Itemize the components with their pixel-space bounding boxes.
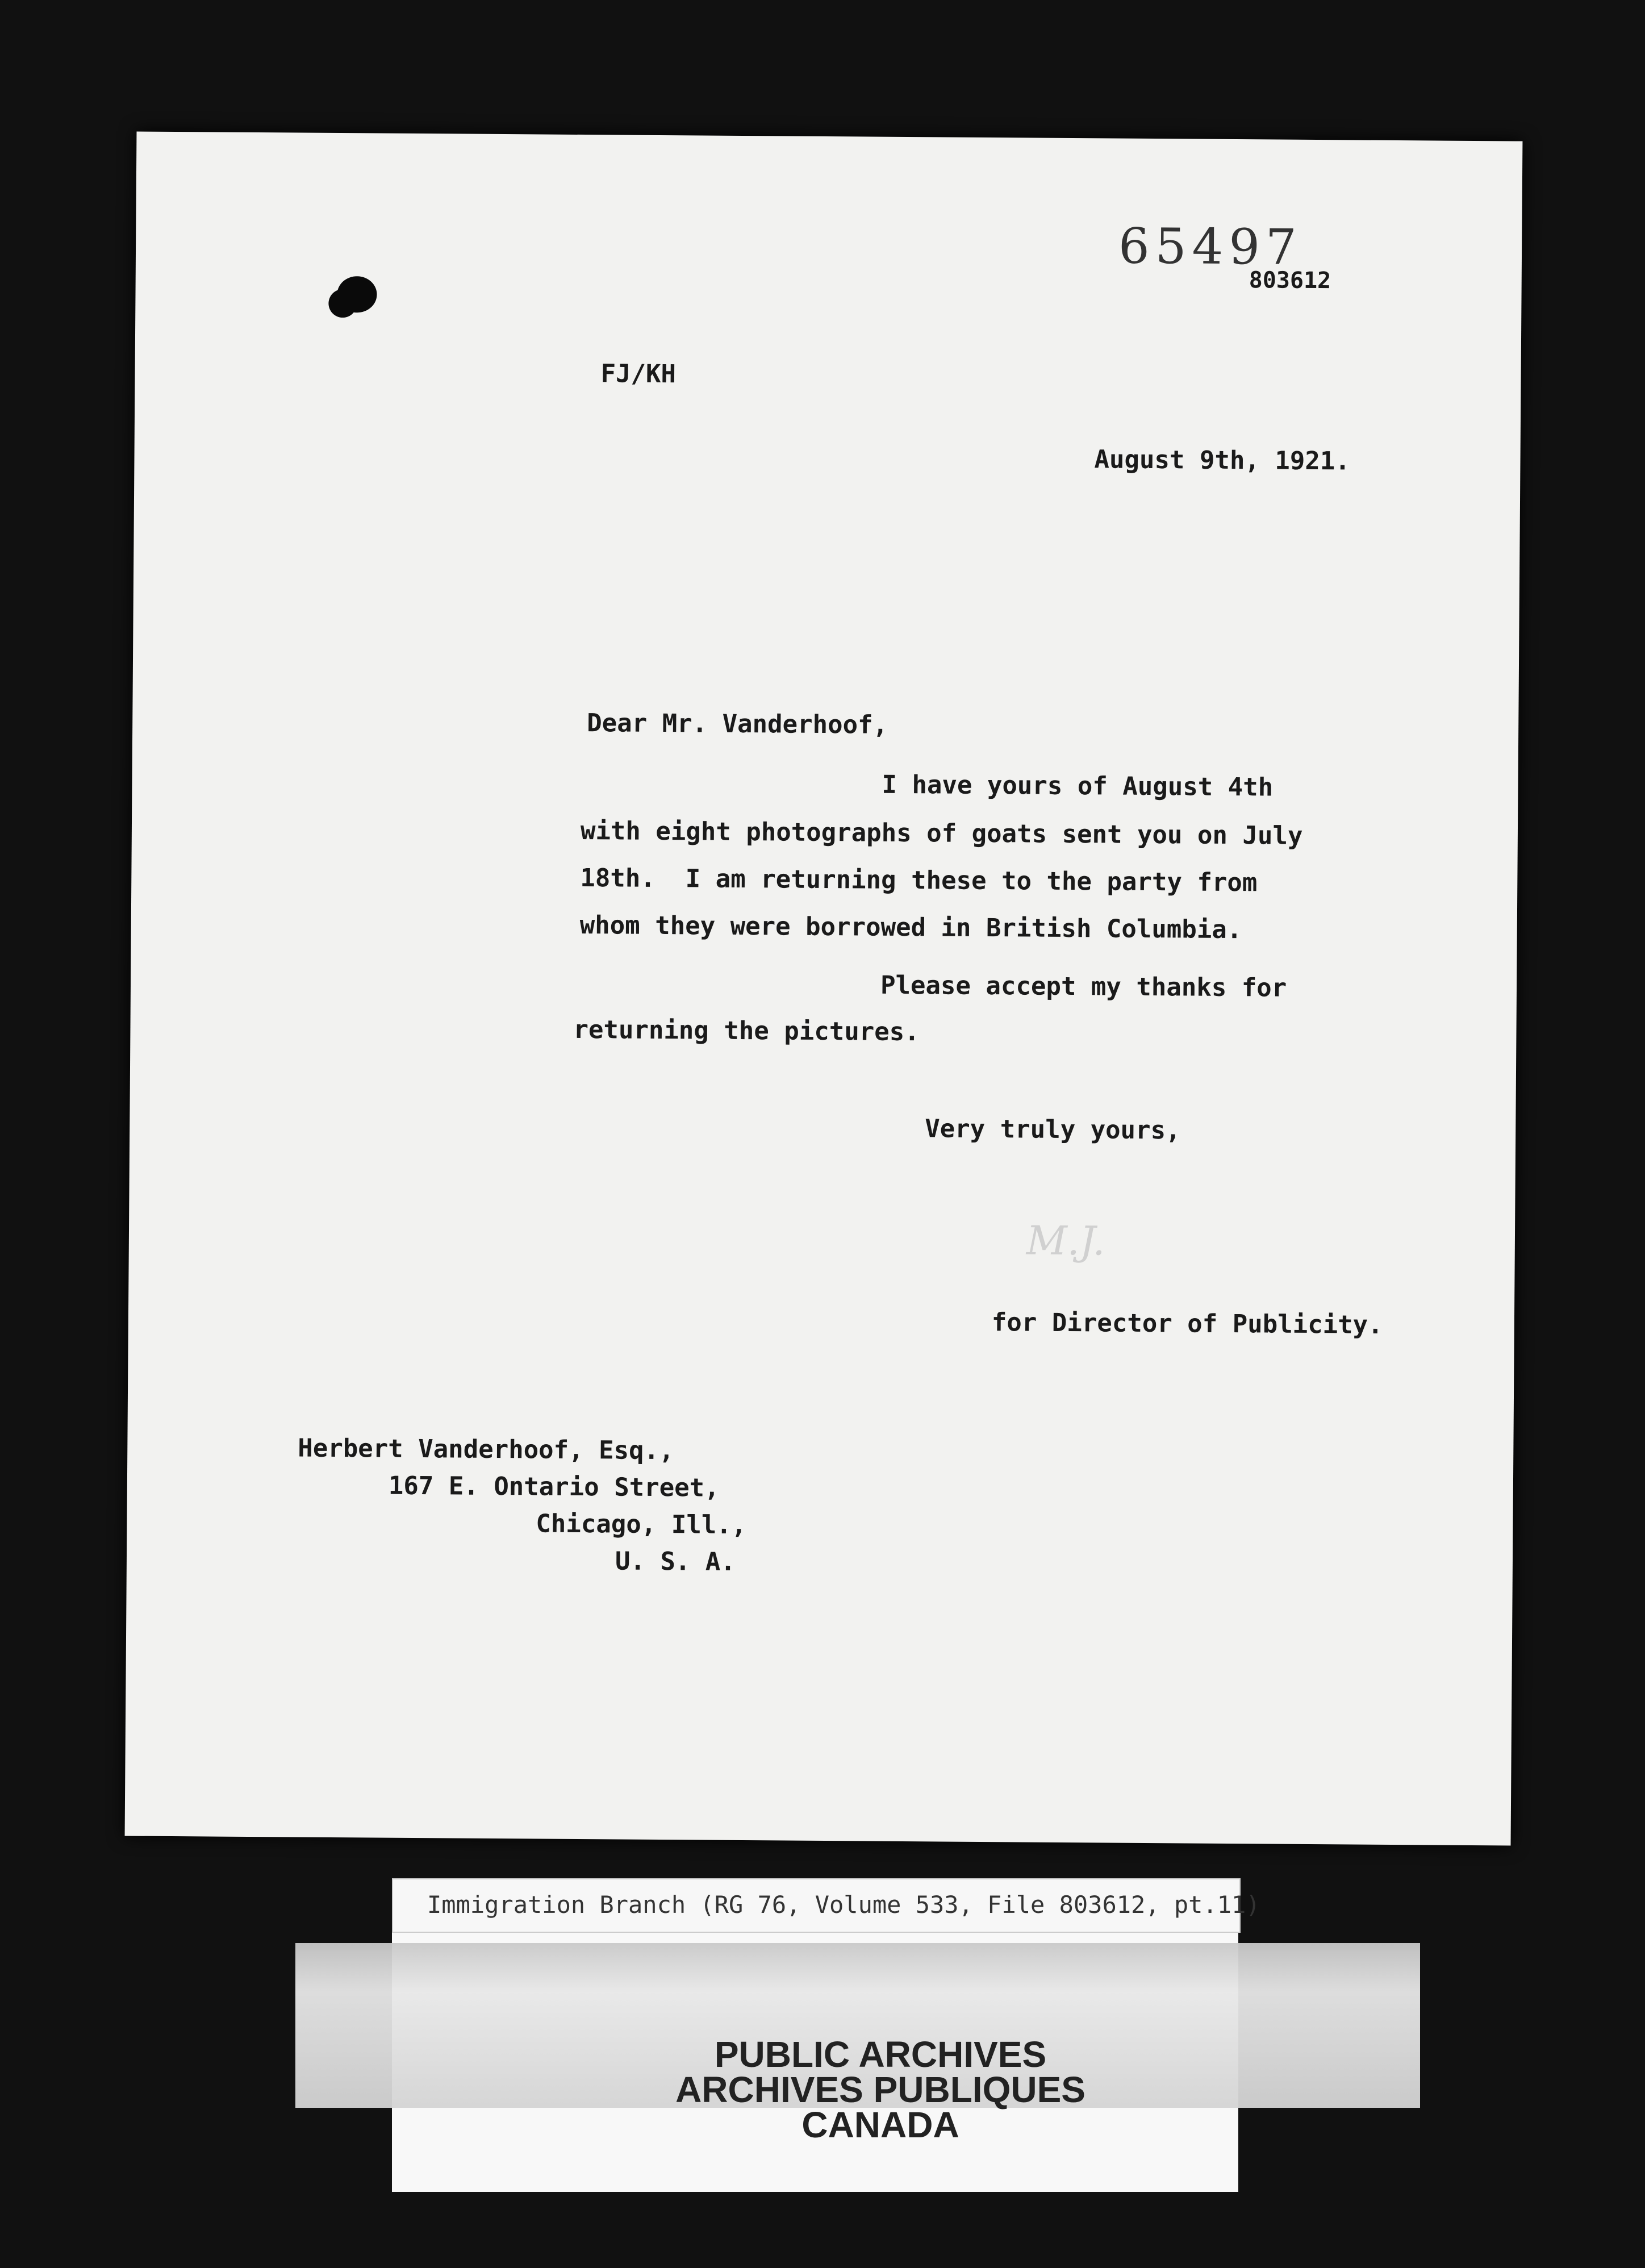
- archive-caption-label: [392, 1878, 1260, 1933]
- letter-page: [125, 132, 1523, 1846]
- body-line: whom they were borrowed in British Columbia.: [579, 911, 1242, 945]
- file-number-typed: 803612: [1249, 267, 1331, 294]
- address-line: U. S. A.: [615, 1546, 736, 1577]
- body-line: I have yours of August 4th: [882, 770, 1274, 802]
- address-line: Chicago, Ill.,: [536, 1509, 747, 1540]
- body-line: 18th. I am returning these to the party from: [580, 864, 1258, 898]
- body-line: with eight photographs of goats sent you on July: [580, 816, 1303, 850]
- signature-title: for Director of Publicity.: [991, 1308, 1383, 1340]
- reference-initials: FJ/KH: [600, 359, 677, 389]
- address-line: 167 E. Ontario Street,: [388, 1471, 720, 1503]
- closing: Very truly yours,: [925, 1114, 1181, 1145]
- salutation: Dear Mr. Vanderhoof,: [587, 708, 888, 740]
- address-line: Herbert Vanderhoof, Esq.,: [298, 1433, 674, 1466]
- archive-stamp-line: CANADA: [801, 2104, 959, 2145]
- archive-stamp-line: ARCHIVES PUBLIQUES: [675, 2069, 1085, 2110]
- letter-date: August 9th, 1921.: [1094, 445, 1351, 476]
- file-number-stamp: 65497: [1118, 218, 1303, 276]
- body-line: Please accept my thanks for: [880, 970, 1287, 1003]
- ink-blot: [328, 289, 357, 318]
- archive-stamp-line: PUBLIC ARCHIVES: [714, 2034, 1047, 2075]
- faded-signature: M.J.: [1026, 1217, 1106, 1265]
- body-line: returning the pictures.: [573, 1015, 920, 1047]
- archive-stamp: [625, 2034, 1136, 2145]
- archive-caption: Immigration Branch (RG 76, Volume 533, File 803612, pt.11): [427, 1891, 1260, 1919]
